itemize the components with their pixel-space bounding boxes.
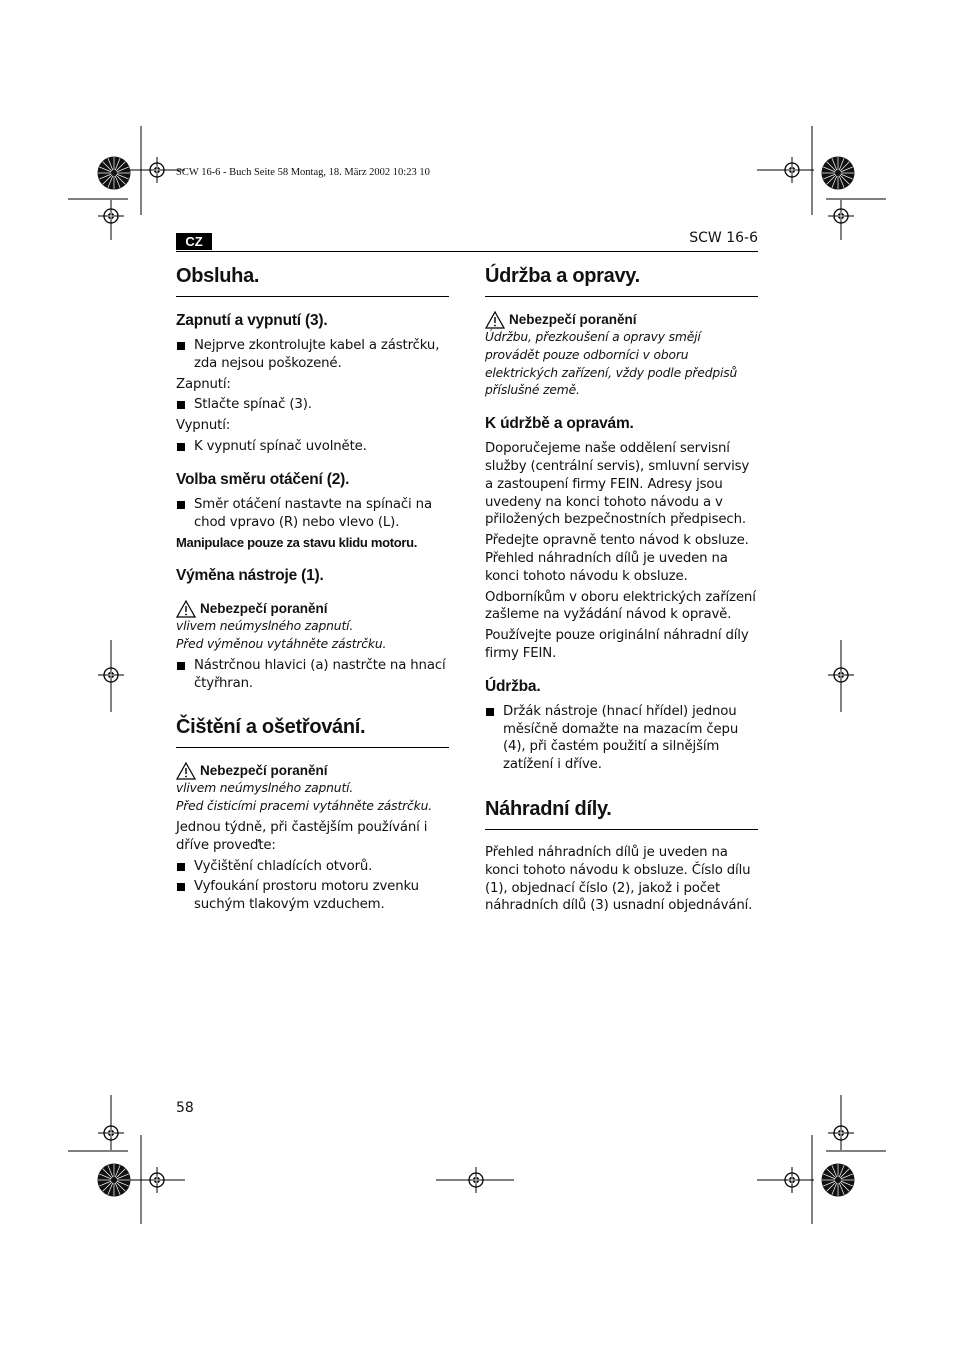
section-title-nahradni-dily: Náhradní díly. — [485, 795, 758, 830]
right-column — [485, 262, 758, 918]
page-number: 58 — [176, 1100, 194, 1116]
warning-triangle-icon — [485, 311, 505, 329]
language-badge: CZ — [176, 233, 212, 250]
warning-title: Nebezpečí poranění — [200, 601, 328, 617]
paragraph: Přehled náhradních dílů je uveden na konci tohoto návodu k obsluze. Číslo dílu (1), objednací číslo (2), jakož i počet náhradních dílů (3) usnadní objednávání. — [485, 844, 753, 914]
warning-triangle-icon — [176, 762, 196, 780]
list-zapnuti — [176, 337, 449, 373]
paragraph: Používejte pouze originální náhradní díly firmy FEIN. — [485, 628, 749, 661]
left-column — [176, 262, 449, 917]
warning-text: vlivem neúmyslného zapnutí. — [176, 781, 354, 796]
warning-title-row — [485, 311, 758, 329]
paragraph: Jednou týdně, při častějším používání i dříve proveďte: — [176, 819, 428, 853]
label-vypnuti: Vypnutí: — [176, 418, 231, 434]
section-title-cisteni: Čištění a ošetřování. — [176, 713, 449, 748]
list-vymena — [176, 657, 449, 693]
list-item: K vypnutí spínač uvolněte. — [176, 438, 449, 456]
heading-zapnuti: Zapnutí a vypnutí (3). — [176, 312, 328, 329]
warning-text: vlivem neúmyslného zapnutí. — [176, 619, 354, 634]
warning-text: Údržbu, přezkoušení a opravy smějí provádět pouze odborníci v oboru elektrických zařízení, vždy podle předpisů příslušné země. — [485, 330, 738, 398]
model-name: SCW 16-6 — [689, 230, 758, 246]
list-item: Stlačte spínač (3). — [176, 396, 449, 414]
section-title-obsluha: Obsluha. — [176, 262, 449, 297]
warning-title-row — [176, 762, 449, 780]
warning-text: Před čisticími pracemi vytáhněte zástrčku. — [176, 799, 432, 814]
list-item: Směr otáčení nastavte na spínači na chod vpravo (R) nebo vlevo (L). — [176, 496, 449, 532]
paragraph: Odborníkům v oboru elektrických zařízení zašleme na vyžádání návod k opravě. — [485, 589, 756, 623]
header-divider — [176, 251, 758, 252]
list-item: Vyfoukání prostoru motoru zvenku suchým tlakovým vzduchem. — [176, 878, 449, 914]
warning-text: Před výměnou vytáhněte zástrčku. — [176, 636, 387, 651]
heading-k-udrzbe: K údržbě a opravám. — [485, 415, 634, 433]
label-zapnuti: Zapnutí: — [176, 376, 231, 392]
warning-title: Nebezpečí poranění — [509, 312, 637, 327]
heading-smer: Volba směru otáčení (2). — [176, 470, 350, 488]
section-title-udrzba-opravy: Údržba a opravy. — [485, 262, 758, 297]
list-smer — [176, 496, 449, 532]
list-zapnuti-on — [176, 396, 449, 414]
list-vypnuti — [176, 438, 449, 456]
heading-vymena: Výměna nástroje (1). — [176, 567, 324, 585]
heading-udrzba: Údržba. — [485, 677, 541, 695]
warning-title-row — [176, 600, 449, 618]
list-item: Nejprve zkontrolujte kabel a zástrčku, zda nejsou poškozené. — [176, 337, 449, 373]
list-item: Vyčištění chladících otvorů. — [176, 858, 449, 876]
warning-block — [485, 311, 758, 400]
paragraph: Doporučejeme naše oddělení servisní služby (centrální servis), smluvní servisy a zastoupení firmy FEIN. Adresy jsou uvedeny na konci tohoto návodu a v přiložených bezpečnostních předpisech. — [485, 441, 750, 528]
print-job-line: SCW 16-6 - Buch Seite 58 Montag, 18. März 2002 10:23 10 — [176, 167, 430, 178]
warning-block — [176, 762, 449, 816]
list-item: Držák nástroje (hnací hřídel) jednou měsíčně domažte na mazacím čepu (4), při častém použití a silnějším zatížení i dříve. — [485, 703, 758, 774]
note-motor: Manipulace pouze za stavu klidu motoru. — [176, 535, 418, 551]
list-cisteni — [176, 858, 449, 914]
list-item: Nástrčnou hlavici (a) nastrčte na hnací čtyřhran. — [176, 657, 449, 693]
warning-title: Nebezpečí poranění — [200, 763, 328, 779]
paragraph: Předejte opravně tento návod k obsluze. Přehled náhradních dílů je uveden na konci tohoto návodu k obsluze. — [485, 533, 749, 584]
warning-block — [176, 600, 449, 654]
list-udrzba — [485, 703, 758, 774]
warning-triangle-icon — [176, 600, 196, 618]
